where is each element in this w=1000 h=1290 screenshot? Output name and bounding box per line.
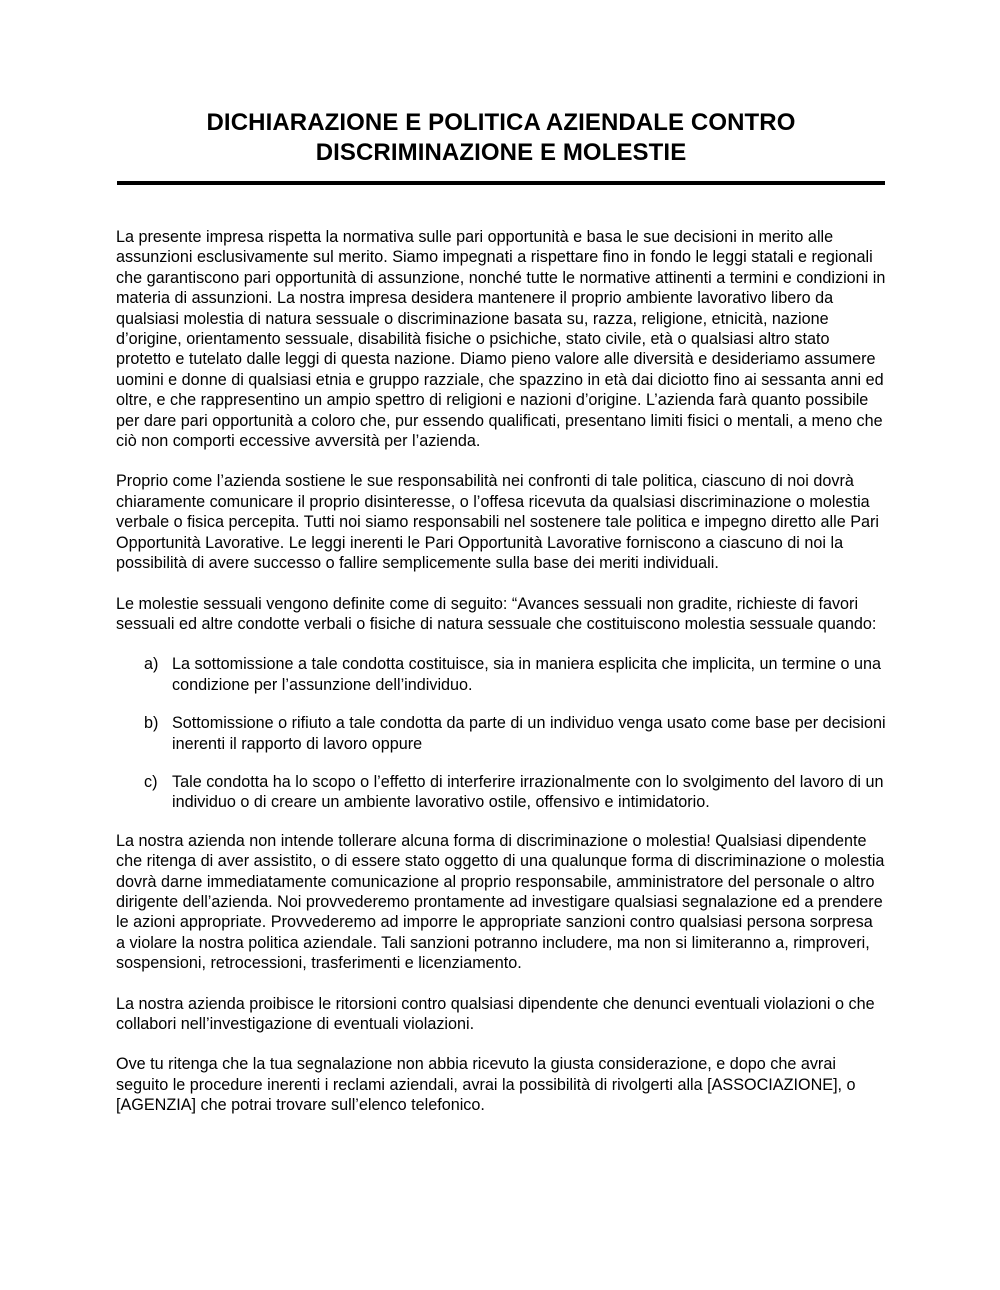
page-title-line-1: DICHIARAZIONE E POLITICA AZIENDALE CONTRO [206,109,796,136]
paragraph-equal-opportunity-policy: La presente impresa rispetta la normativa sulle pari opportunità e basa le sue decisioni in merito alle assunzioni esclusivamente sul merito. Siamo impegnati a rispettare fino in fondo le leggi statali e regionali che garantiscono pari opportunità di assunzione, nonché tutte le normative attinenti a termini e condizioni in materia di assunzioni. La nostra impresa desidera mantenere il proprio ambiente lavorativo libero da qualsiasi molestia di natura sessuale o discriminazione basata su, razza, religione, etnicità, nazione d’origine, orientamento sessuale, disabilità fisiche o psichiche, stato civile, età o qualsiasi altro stato protetto e tutelato dalle leggi di questa nazione. Diamo pieno valore alle diversità e desideriamo assumere uomini e donne di qualsiasi etnia e gruppo razziale, che spazzino in età dai diciotto fino ai sessanta anni ed oltre, e che rappresentino un ampio spettro di religioni e nazioni d’origine. L’azienda farà quanto possibile per dare pari opportunità a coloro che, pur essendo qualificati, presentano limiti fisici o mentali, a meno che ciò non comporti eccessive avversità per l’azienda. [116,228,886,451]
harassment-conditions-list-wrapper [116,654,886,812]
paragraph-shared-responsibility: Proprio come l’azienda sostiene le sue responsabilità nei confronti di tale politica, ciascuno di noi dovrà chiaramente comunicare il proprio disinteresse, o l’offesa ricevuta da qualsiasi discriminazione o molestia verbale o fisica percepita. Tutti noi siamo responsabili nel sostenere tale politica e impegno diretto alle Pari Opportunità Lavorative. Le leggi inerenti le Pari Opportunità Lavorative forniscono a ciascuno di noi la possibilità di avere successo o fallire semplicemente sulla base dei meriti individuali. [116,472,880,573]
harassment-conditions-list [116,654,886,812]
list-item-marker: c) [144,772,158,791]
list-item [116,654,886,695]
paragraph-harassment-definition: Le molestie sessuali vengono definite come di seguito: “Avances sessuali non gradite, richieste di favori sessuali ed altre condotte verbali o fisiche di natura sessuale che costituiscono molestia sessuale quando: [116,594,877,633]
list-item-text: Sottomissione o rifiuto a tale condotta da parte di un individuo venga usato come base per decisioni inerenti il rapporto di lavoro oppure [172,714,886,753]
document-body [116,227,886,1116]
page-title [116,0,886,168]
list-item-marker: a) [144,655,159,674]
page-title-line-2: DISCRIMINAZIONE E MOLESTIE [315,139,687,166]
paragraph-zero-tolerance: La nostra azienda non intende tollerare alcuna forma di discriminazione o molestia! Qualsiasi dipendente che ritenga di aver assistito, o di essere stato oggetto di una qualunque forma di discriminazione o molestia dovrà darne immediatamente comunicazione al proprio responsabile, amministratore del personale o altro dirigente dell’azienda. Noi provvederemo prontamente ad investigare qualsiasi segnalazione ed a prendere le azioni appropriate. Provvederemo ad imporre le appropriate sanzioni contro qualsiasi persona sorpresa a violare la nostra politica aziendale. Tali sanzioni potranno includere, ma non si limiteranno a, rimproveri, sospensioni, retrocessioni, trasferimenti e licenziamento. [116,831,885,973]
paragraph-external-escalation: Ove tu ritenga che la tua segnalazione non abbia ricevuto la giusta considerazione, e dopo che avrai seguito le procedure inerenti i reclami aziendali, avrai la possibilità di rivolgerti alla [ASSOCIAZIONE], o [AGENZIA] che potrai trovare sull’elenco telefonico. [116,1055,856,1115]
document-content [116,0,886,1136]
list-item-marker: b) [144,714,159,733]
list-item-text: Tale condotta ha lo scopo o l’effetto di interferire irrazionalmente con lo svolgimento del lavoro di un individuo o di creare un ambiente lavorativo ostile, offensivo e intimidatorio. [172,772,884,812]
list-item [116,772,886,813]
list-item [116,713,886,754]
paragraph-no-retaliation: La nostra azienda proibisce le ritorsioni contro qualsiasi dipendente che denunci eventuali violazioni o che collabori nell’investigazione di eventuali violazioni. [116,994,875,1033]
title-divider-rule [117,181,885,185]
list-item-text: La sottomissione a tale condotta costituisce, sia in maniera esplicita che implicita, un termine o una condizione per l’assunzione dell’individuo. [172,655,882,694]
